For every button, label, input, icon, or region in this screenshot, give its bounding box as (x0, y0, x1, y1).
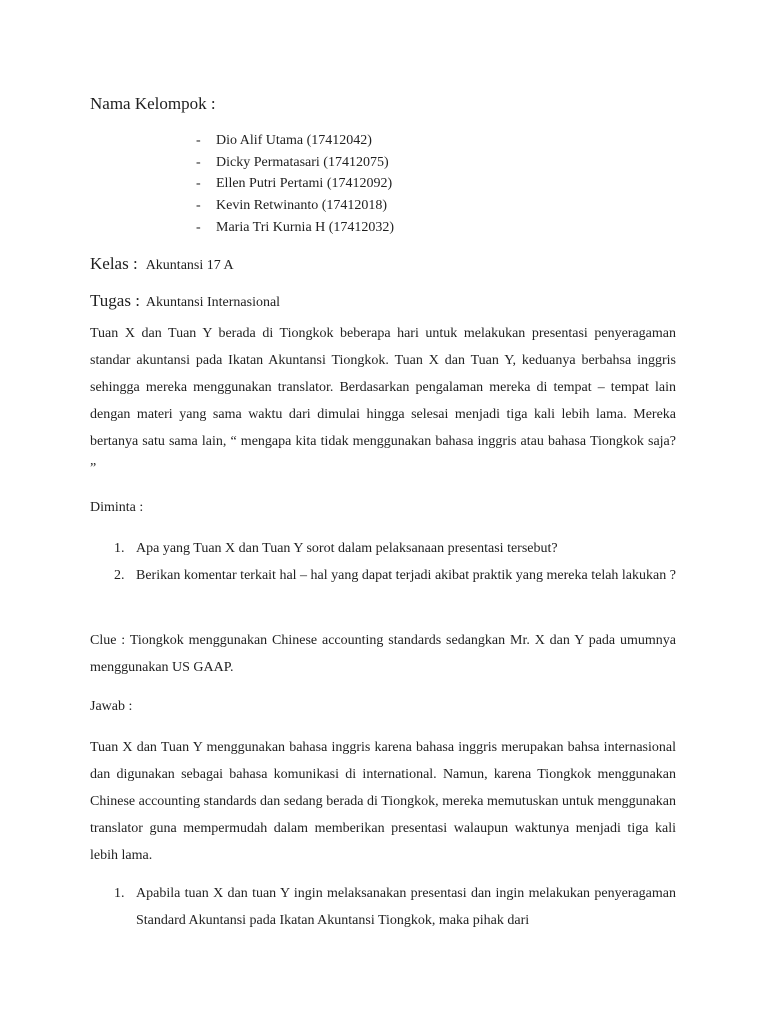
member-list (196, 130, 394, 239)
group-heading: Nama Kelompok : (90, 94, 216, 113)
member-item (196, 152, 394, 174)
member-item (196, 195, 394, 217)
class-value: Akuntansi 17 A (145, 258, 234, 273)
answer-label: Jawab : (90, 699, 133, 714)
answer-item (114, 880, 676, 934)
member-bullet: - (196, 133, 201, 148)
member-item (196, 130, 394, 152)
question-text: Apa yang Tuan X dan Tuan Y sorot dalam pelaksanaan presentasi tersebut? (136, 541, 558, 556)
case-paragraph: Tuan X dan Tuan Y berada di Tiongkok beberapa hari untuk melakukan presentasi penyeragaman standar akuntansi pada Ikatan Akuntansi Tiongkok. Tuan X dan Tuan Y, keduanya berbahsa inggris sehingga mereka menggunakan translator. Berdasarkan pengalaman mereka di tempat – tempat lain dengan materi yang sama waktu dari dimulai hingga selesai menjadi tiga kali lebih lama. Mereka bertanya satu sama lain, “ mengapa kita tidak menggunakan bahasa inggris atau bahasa Tiongkok saja? ” (90, 326, 676, 476)
question-number: 1. (114, 541, 125, 556)
questions-label: Diminta : (90, 500, 144, 515)
member-bullet: - (196, 219, 201, 235)
member-item (196, 217, 394, 239)
answer-text: Apabila tuan X dan tuan Y ingin melaksanakan presentasi dan ingin melakukan penyeragaman Standard Akuntansi pada Ikatan Akuntansi Tiongkok, maka pihak dari (136, 886, 676, 928)
member-name: Ellen Putri Pertami (17412092) (216, 176, 393, 192)
class-label: Kelas : (90, 254, 138, 273)
member-bullet: - (196, 176, 201, 192)
member-bullet: - (196, 154, 201, 170)
question-item (114, 535, 676, 562)
question-number: 2. (114, 568, 125, 583)
question-text: Berikan komentar terkait hal – hal yang dapat terjadi akibat praktik yang mereka telah lakukan ? (136, 568, 676, 583)
member-name: Dicky Permatasari (17412075) (216, 154, 389, 170)
question-item (114, 562, 676, 589)
task-value: Akuntansi Internasional (145, 295, 281, 310)
member-item (196, 173, 394, 195)
answer-list (114, 880, 676, 934)
member-name: Maria Tri Kurnia H (17412032) (216, 219, 395, 235)
task-label: Tugas : (90, 291, 140, 310)
task-line (90, 291, 280, 311)
answer-paragraph: Tuan X dan Tuan Y menggunakan bahasa inggris karena bahasa inggris merupakan bahsa internasional dan digunakan sebagai bahasa komunikasi di international. Namun, karena Tiongkok menggunakan Chinese accounting standards dan sedang berada di Tiongkok, mereka memutuskan untuk menggunakan translator guna mempermudah dalam memberikan presentasi walaupun waktunya menjadi tiga kali lebih lama. (90, 740, 676, 863)
clue-paragraph: Clue : Tiongkok menggunakan Chinese accounting standards sedangkan Mr. X dan Y pada umumnya menggunakan US GAAP. (90, 633, 676, 675)
answer-number: 1. (114, 886, 125, 901)
member-name: Dio Alif Utama (17412042) (216, 133, 372, 148)
member-name: Kevin Retwinanto (17412018) (216, 198, 388, 214)
question-list (114, 535, 676, 589)
member-bullet: - (196, 198, 201, 214)
class-line (90, 254, 234, 274)
